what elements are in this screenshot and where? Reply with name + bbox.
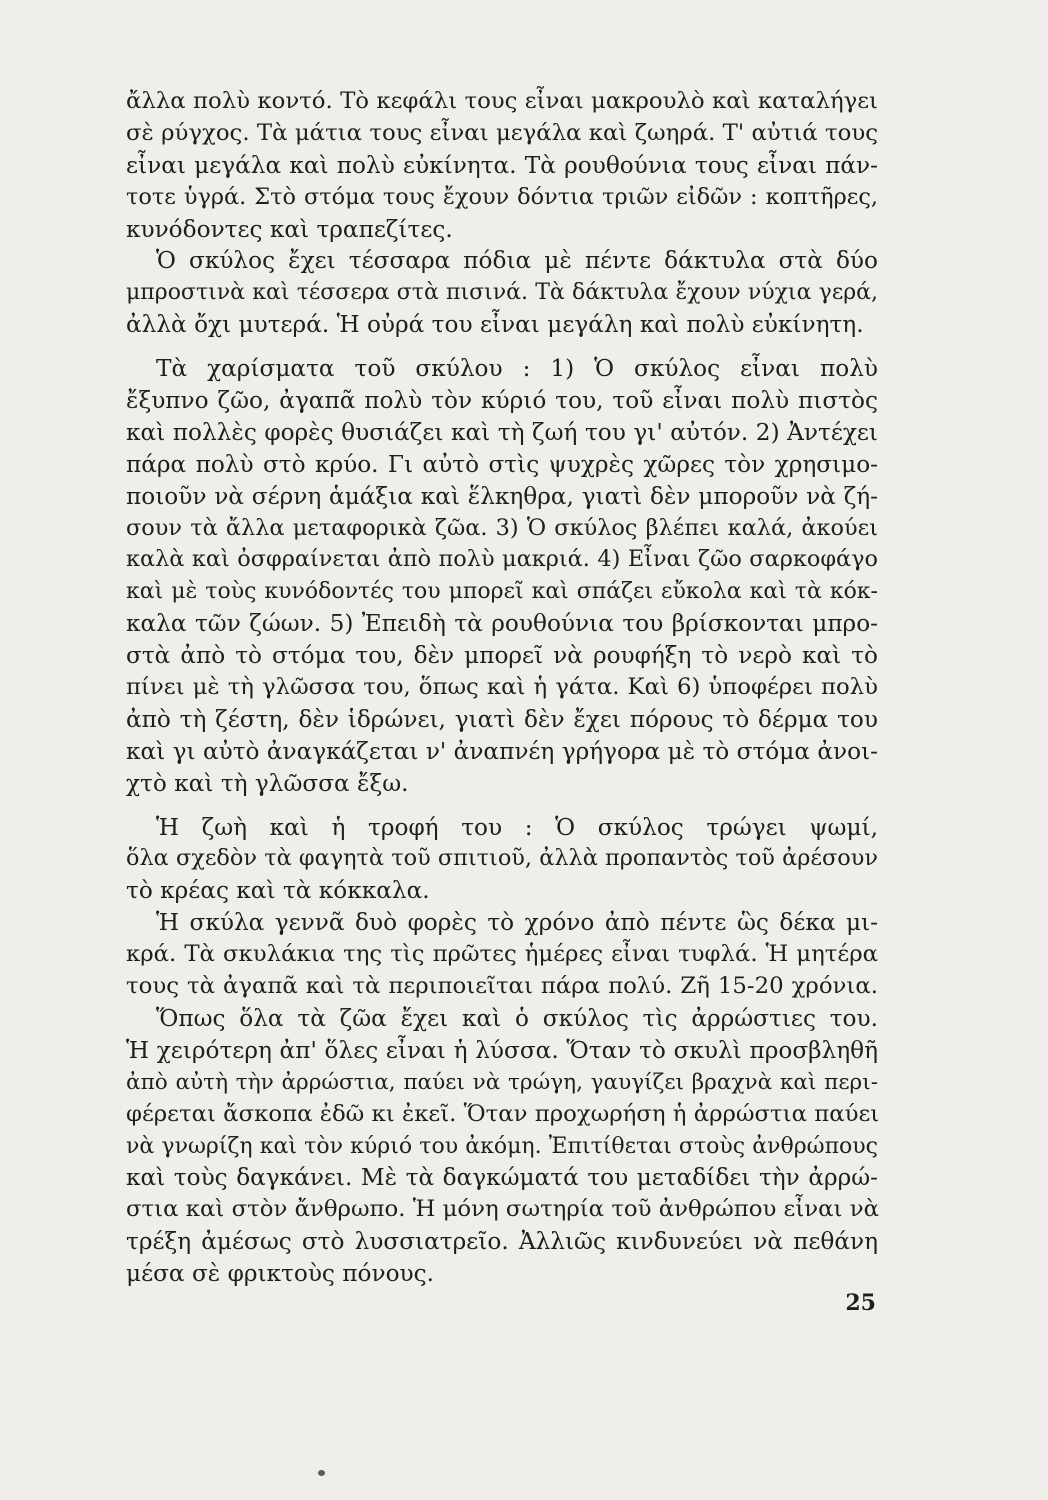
- text-line: εἶναι μεγάλα καὶ πολὺ εὐκίνητα. Τὰ ρουθούνια τους εἶναι πάν-: [126, 151, 878, 179]
- text-line: πάρα πολὺ στὸ κρύο. Γι αὐτὸ στὶς ψυχρὲς χῶρες τὸν χρησιμο-: [126, 450, 878, 478]
- page-number: 25: [845, 1290, 876, 1316]
- text-line: φέρεται ἄσκοπα ἐδῶ κι ἐκεῖ. Ὅταν προχωρήση ἡ ἀρρώστια παύει: [126, 1100, 880, 1127]
- text-line: μπροστινὰ καὶ τέσσερα στὰ πισινά. Τὰ δάκτυλα ἔχουν νύχια γερά,: [126, 280, 878, 306]
- text-line: Ἡ χειρότερη ἀπ' ὅλες εἶναι ἡ λύσσα. Ὅταν τὸ σκυλὶ προσβληθῆ: [126, 1036, 878, 1064]
- text-line: ποιοῦν νὰ σέρνη ἁμάξια καὶ ἕλκηθρα, γιατὶ δὲν μποροῦν νὰ ζή-: [126, 482, 878, 510]
- text-line: καὶ πολλὲς φορὲς θυσιάζει καὶ τὴ ζωή του γι' αὐτόν. 2) Ἀντέχει: [126, 418, 878, 446]
- section-heading-line: Τὰ χαρίσματα τοῦ σκύλου : 1) Ὁ σκύλος εἶναι πολὺ: [156, 355, 878, 383]
- text-line: στὰ ἀπὸ τὸ στόμα του, δὲν μπορεῖ νὰ ρουφήξη τὸ νερὸ καὶ τὸ: [126, 642, 878, 670]
- text-line: καὶ τοὺς δαγκάνει. Μὲ τὰ δαγκώματά του μεταδίδει τὴν ἀρρώ-: [126, 1164, 878, 1192]
- paragraph-start-line: Ὁ σκύλος ἔχει τέσσαρα πόδια μὲ πέντε δάκτυλα στὰ δύο: [156, 247, 878, 275]
- text-line: τρέξη ἀμέσως στὸ λυσσιατρεῖο. Ἀλλιῶς κινδυνεύει νὰ πεθάνη: [126, 1228, 878, 1256]
- text-line: σὲ ρύγχος. Τὰ μάτια τους εἶναι μεγάλα καὶ ζωηρά. Τ' αὐτιά τους: [126, 119, 878, 146]
- text-line: νὰ γνωρίζη καὶ τὸν κύριό του ἀκόμη. Ἐπιτίθεται στοὺς ἀνθρώπους: [126, 1133, 878, 1159]
- text-line: ἀπὸ αὐτὴ τὴν ἀρρώστια, παύει νὰ τρώγη, γαυγίζει βραχνὰ καὶ περι-: [126, 1069, 878, 1095]
- text-line: ἄλλα πολὺ κοντό. Τὸ κεφάλι τους εἶναι μακρουλὸ καὶ καταλήγει: [126, 88, 878, 114]
- text-line: τους τὰ ἀγαπᾶ καὶ τὰ περιποιεῖται πάρα πολύ. Ζῆ 15-20 χρόνια.: [126, 973, 878, 1000]
- text-line: ἀπὸ τὴ ζέστη, δὲν ἱδρώνει, γιατὶ δὲν ἔχει πόρους τὸ δέρμα του: [126, 705, 878, 733]
- text-line: ἔξυπνο ζῶο, ἀγαπᾶ πολὺ τὸν κύριό του, τοῦ εἶναι πολὺ πιστὸς: [126, 387, 878, 415]
- text-line: σουν τὰ ἄλλα μεταφορικὰ ζῶα. 3) Ὁ σκύλος βλέπει καλά, ἀκούει: [126, 514, 878, 541]
- text-line: καλα τῶν ζώων. 5) Ἐπειδὴ τὰ ρουθούνια του βρίσκονται μπρο-: [126, 610, 878, 638]
- text-line: πίνει μὲ τὴ γλῶσσα του, ὅπως καὶ ἡ γάτα. Καὶ 6) ὑποφέρει πολὺ: [126, 674, 878, 701]
- text-line: κρά. Τὰ σκυλάκια της τὶς πρῶτες ἡμέρες εἶναι τυφλά. Ἡ μητέρα: [126, 941, 878, 968]
- paragraph-start-line: Ὅπως ὅλα τὰ ζῶα ἔχει καὶ ὁ σκύλος τὶς ἀρρώστιες του.: [156, 1004, 878, 1032]
- paragraph-start-line: Ἡ σκύλα γεννᾶ δυὸ φορὲς τὸ χρόνο ἀπὸ πέντε ὣς δέκα μι-: [156, 909, 878, 937]
- text-line: καὶ γι αὐτὸ ἀναγκάζεται ν' ἀναπνέη γρήγορα μὲ τὸ στόμα ἀνοι-: [126, 737, 878, 765]
- text-line: τὸ κρέας καὶ τὰ κόκκαλα.: [126, 877, 430, 905]
- text-line: ἀλλὰ ὄχι μυτερά. Ἡ οὐρά του εἶναι μεγάλη καὶ πολὺ εὐκίνητη.: [126, 311, 864, 339]
- text-line: καὶ μὲ τοὺς κυνόδοντές του μπορεῖ καὶ σπάζει εὔκολα καὶ τὰ κόκ-: [126, 579, 878, 605]
- text-line: στια καὶ στὸν ἄνθρωπο. Ἡ μόνη σωτηρία τοῦ ἀνθρώπου εἶναι νὰ: [126, 1196, 879, 1223]
- ink-speck: [318, 1470, 325, 1476]
- section-heading-line: Ἡ ζωὴ καὶ ἡ τροφή του : Ὁ σκύλος τρώγει ψωμί,: [156, 813, 878, 841]
- text-line: κυνόδοντες καὶ τραπεζίτες.: [126, 215, 453, 243]
- text-line: τοτε ὑγρά. Στὸ στόμα τους ἔχουν δόντια τριῶν εἰδῶν : κοπτῆρες,: [126, 183, 878, 210]
- text-line: ὅλα σχεδὸν τὰ φαγητὰ τοῦ σπιτιοῦ, ἀλλὰ προπαντὸς τοῦ ἀρέσουν: [126, 845, 878, 872]
- text-line: χτὸ καὶ τὴ γλῶσσα ἔξω.: [126, 769, 409, 797]
- body-text: [126, 86, 878, 1290]
- text-line: μέσα σὲ φρικτοὺς πόνους.: [126, 1260, 434, 1288]
- text-line: καλὰ καὶ ὀσφραίνεται ἀπὸ πολὺ μακριά. 4) Εἶναι ζῶο σαρκοφάγο: [126, 546, 878, 573]
